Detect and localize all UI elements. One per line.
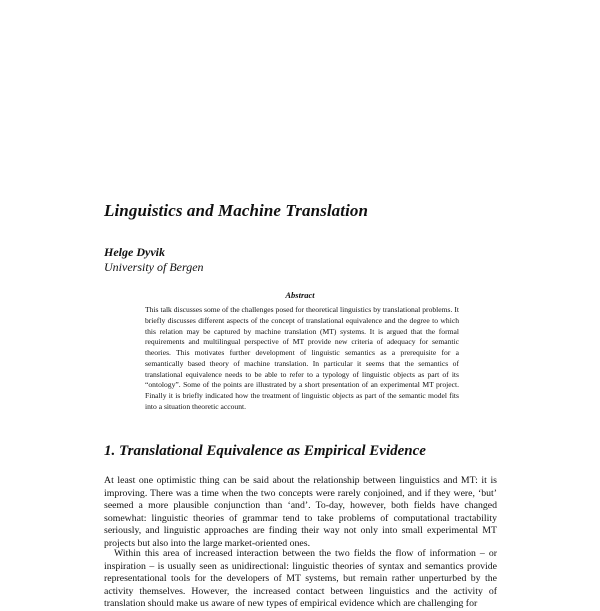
paper-title: Linguistics and Machine Translation [104,201,369,220]
author-affiliation: University of Bergen [104,260,204,274]
body-paragraph: At least one optimistic thing can be said about the relationship between linguistics and MT: it is improving. There was a time when the two concepts were rarely conjoined, and if they were, ‘but’ seemed a more plausible conjunction than ‘and’. To-day, however, both fields have changed somewhat: linguistic theories of grammar tend to take problems of computational tractability seriously, and linguistic approaches are finding their way not only into small experimental MT projects but also into the large market-oriented ones. [104,475,497,549]
abstract-body: This talk discusses some of the challenges posed for theoretical linguistics by translational problems. It briefly discusses different aspects of the concept of translational equivalence and the degree to which this relation may be captured by machine translation (MT) systems. It is argued that the formal requirements and multilingual perspective of MT provide new criteria of adequacy for semantic theories. This motivates further development of linguistic semantics as a prerequisite for a semantically based theory of machine translation. In particular it seems that the semantics of translational equivalence needs to be able to refer to a typology of linguistic objects as part of its “ontology”. Some of the points are illustrated by a short presentation of an experimental MT project. Finally it is briefly indicated how the treatment of linguistic objects as part of the semantic model fits into a situation theoretic account. [145,305,459,411]
section-heading: 1. Translational Equivalence as Empirical Evidence [104,443,426,459]
body-paragraph: Within this area of increased interaction between the two fields the flow of information – or inspiration – is usually seen as unidirectional: linguistic theories of syntax and semantics provide representational tools for the developers of MT systems, but remain rather unperturbed by the activity themselves. However, the increased contact between linguistics and the activity of translation should make us aware of new types of empirical evidence which are challenging for [104,548,497,610]
abstract-heading: Abstract [285,290,315,300]
author-name: Helge Dyvik [104,245,165,259]
